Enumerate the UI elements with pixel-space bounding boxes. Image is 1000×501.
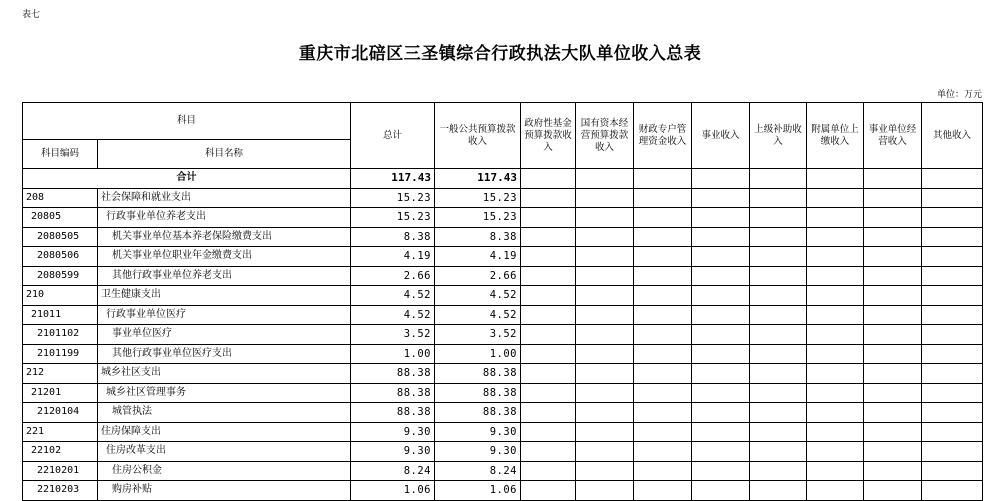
empty-cell [864, 344, 922, 364]
empty-cell [576, 208, 634, 228]
empty-cell [576, 247, 634, 267]
header-superior-subsidy: 上级补助收入 [750, 103, 807, 169]
empty-cell [864, 403, 922, 423]
subject-name: 城乡社区管理事务 [98, 383, 351, 403]
general-budget-value: 4.19 [435, 247, 521, 267]
total-value: 15.23 [351, 208, 435, 228]
empty-cell [634, 364, 692, 384]
empty-cell [576, 403, 634, 423]
summary-label: 合计 [23, 169, 351, 189]
empty-cell [521, 461, 576, 481]
empty-cell [750, 305, 807, 325]
total-value: 3.52 [351, 325, 435, 345]
subject-code: 2101102 [23, 325, 98, 345]
summary-empty-cell [692, 169, 750, 189]
empty-cell [692, 188, 750, 208]
header-operation: 事业单位经营收入 [864, 103, 922, 169]
table-row [23, 403, 983, 423]
empty-cell [750, 383, 807, 403]
empty-cell [692, 442, 750, 462]
table-row [23, 461, 983, 481]
empty-cell [922, 305, 983, 325]
table-row [23, 247, 983, 267]
subject-code: 20805 [23, 208, 98, 228]
header-special-fund: 财政专户管理资金收入 [634, 103, 692, 169]
empty-cell [521, 364, 576, 384]
header-name: 科目名称 [98, 140, 351, 169]
header-row-1 [23, 103, 983, 140]
table-number: 表七 [22, 10, 41, 20]
header-affiliated: 附属单位上缴收入 [807, 103, 864, 169]
empty-cell [521, 344, 576, 364]
subject-name: 社会保障和就业支出 [98, 188, 351, 208]
table-row [23, 481, 983, 501]
subject-code: 2080506 [23, 247, 98, 267]
general-budget-value: 4.52 [435, 305, 521, 325]
empty-cell [807, 286, 864, 306]
general-budget-value: 8.38 [435, 227, 521, 247]
empty-cell [922, 383, 983, 403]
empty-cell [807, 247, 864, 267]
empty-cell [521, 325, 576, 345]
empty-cell [750, 442, 807, 462]
empty-cell [521, 305, 576, 325]
general-budget-value: 1.00 [435, 344, 521, 364]
empty-cell [922, 286, 983, 306]
header-code: 科目编码 [23, 140, 98, 169]
empty-cell [864, 266, 922, 286]
empty-cell [521, 403, 576, 423]
total-value: 1.00 [351, 344, 435, 364]
empty-cell [922, 403, 983, 423]
empty-cell [634, 422, 692, 442]
header-fund: 政府性基金预算拨款收入 [521, 103, 576, 169]
total-value: 8.38 [351, 227, 435, 247]
empty-cell [807, 403, 864, 423]
empty-cell [692, 227, 750, 247]
table-row [23, 208, 983, 228]
general-budget-value: 88.38 [435, 364, 521, 384]
total-value: 4.52 [351, 286, 435, 306]
general-budget-value: 15.23 [435, 208, 521, 228]
empty-cell [634, 266, 692, 286]
empty-cell [576, 364, 634, 384]
empty-cell [521, 188, 576, 208]
summary-empty-cell [750, 169, 807, 189]
subject-name: 城管执法 [98, 403, 351, 423]
empty-cell [922, 266, 983, 286]
empty-cell [576, 383, 634, 403]
empty-cell [634, 403, 692, 423]
subject-name: 购房补贴 [98, 481, 351, 501]
table-row [23, 227, 983, 247]
empty-cell [922, 422, 983, 442]
empty-cell [807, 227, 864, 247]
empty-cell [807, 305, 864, 325]
page-title: 重庆市北碚区三圣镇综合行政执法大队单位收入总表 [298, 44, 702, 64]
empty-cell [576, 344, 634, 364]
empty-cell [864, 227, 922, 247]
empty-cell [922, 442, 983, 462]
summary-empty-cell [807, 169, 864, 189]
empty-cell [750, 422, 807, 442]
header-subject: 科目 [23, 103, 351, 140]
empty-cell [521, 227, 576, 247]
table-row [23, 344, 983, 364]
empty-cell [692, 305, 750, 325]
empty-cell [692, 364, 750, 384]
total-value: 1.06 [351, 481, 435, 501]
total-value: 9.30 [351, 422, 435, 442]
empty-cell [807, 364, 864, 384]
summary-total: 117.43 [351, 169, 435, 189]
table-row [23, 266, 983, 286]
subject-name: 其他行政事业单位医疗支出 [98, 344, 351, 364]
header-state-capital: 国有资本经营预算拨款收入 [576, 103, 634, 169]
empty-cell [864, 442, 922, 462]
subject-name: 机关事业单位职业年金缴费支出 [98, 247, 351, 267]
empty-cell [521, 442, 576, 462]
empty-cell [750, 227, 807, 247]
empty-cell [922, 481, 983, 501]
subject-name: 卫生健康支出 [98, 286, 351, 306]
empty-cell [692, 383, 750, 403]
empty-cell [634, 325, 692, 345]
empty-cell [807, 383, 864, 403]
table-row [23, 325, 983, 345]
total-value: 2.66 [351, 266, 435, 286]
total-value: 88.38 [351, 383, 435, 403]
empty-cell [750, 403, 807, 423]
empty-cell [634, 344, 692, 364]
empty-cell [864, 188, 922, 208]
subject-code: 221 [23, 422, 98, 442]
empty-cell [922, 344, 983, 364]
subject-code: 2210201 [23, 461, 98, 481]
summary-empty-cell [521, 169, 576, 189]
empty-cell [692, 461, 750, 481]
empty-cell [864, 305, 922, 325]
empty-cell [692, 403, 750, 423]
header-general-budget: 一般公共预算拨款收入 [435, 103, 521, 169]
subject-code: 208 [23, 188, 98, 208]
empty-cell [521, 208, 576, 228]
empty-cell [692, 286, 750, 306]
empty-cell [521, 266, 576, 286]
empty-cell [807, 481, 864, 501]
subject-code: 210 [23, 286, 98, 306]
table-row [23, 364, 983, 384]
empty-cell [692, 422, 750, 442]
empty-cell [864, 364, 922, 384]
summary-empty-cell [576, 169, 634, 189]
empty-cell [576, 227, 634, 247]
subject-code: 2120104 [23, 403, 98, 423]
empty-cell [576, 188, 634, 208]
table-row [23, 383, 983, 403]
general-budget-value: 88.38 [435, 403, 521, 423]
empty-cell [864, 208, 922, 228]
general-budget-value: 9.30 [435, 442, 521, 462]
empty-cell [750, 461, 807, 481]
empty-cell [864, 325, 922, 345]
total-value: 15.23 [351, 188, 435, 208]
general-budget-value: 9.30 [435, 422, 521, 442]
empty-cell [864, 422, 922, 442]
empty-cell [576, 305, 634, 325]
total-value: 88.38 [351, 403, 435, 423]
subject-name: 其他行政事业单位养老支出 [98, 266, 351, 286]
empty-cell [750, 208, 807, 228]
summary-general-budget: 117.43 [435, 169, 521, 189]
subject-name: 住房改革支出 [98, 442, 351, 462]
header-business: 事业收入 [692, 103, 750, 169]
empty-cell [634, 383, 692, 403]
summary-empty-cell [922, 169, 983, 189]
empty-cell [807, 325, 864, 345]
subject-code: 22102 [23, 442, 98, 462]
general-budget-value: 2.66 [435, 266, 521, 286]
empty-cell [521, 247, 576, 267]
empty-cell [750, 325, 807, 345]
empty-cell [692, 208, 750, 228]
table-row [23, 305, 983, 325]
empty-cell [634, 286, 692, 306]
empty-cell [692, 247, 750, 267]
empty-cell [922, 188, 983, 208]
empty-cell [634, 481, 692, 501]
empty-cell [634, 442, 692, 462]
empty-cell [692, 325, 750, 345]
empty-cell [922, 364, 983, 384]
subject-code: 212 [23, 364, 98, 384]
empty-cell [692, 344, 750, 364]
subject-name: 住房公积金 [98, 461, 351, 481]
empty-cell [634, 461, 692, 481]
subject-name: 机关事业单位基本养老保险缴费支出 [98, 227, 351, 247]
empty-cell [576, 266, 634, 286]
empty-cell [922, 325, 983, 345]
total-value: 4.19 [351, 247, 435, 267]
unit-label: 单位：万元 [936, 90, 982, 100]
empty-cell [634, 188, 692, 208]
empty-cell [807, 442, 864, 462]
header-other: 其他收入 [922, 103, 983, 169]
empty-cell [692, 481, 750, 501]
empty-cell [922, 227, 983, 247]
general-budget-value: 8.24 [435, 461, 521, 481]
subject-name: 行政事业单位医疗 [98, 305, 351, 325]
empty-cell [807, 422, 864, 442]
subject-name: 住房保障支出 [98, 422, 351, 442]
empty-cell [807, 188, 864, 208]
empty-cell [576, 325, 634, 345]
empty-cell [750, 481, 807, 501]
header-total: 总计 [351, 103, 435, 169]
total-value: 88.38 [351, 364, 435, 384]
subject-code: 2210203 [23, 481, 98, 501]
empty-cell [807, 344, 864, 364]
empty-cell [692, 266, 750, 286]
empty-cell [521, 286, 576, 306]
table-row [23, 422, 983, 442]
subject-code: 2080505 [23, 227, 98, 247]
empty-cell [576, 461, 634, 481]
general-budget-value: 15.23 [435, 188, 521, 208]
empty-cell [864, 481, 922, 501]
empty-cell [922, 208, 983, 228]
empty-cell [922, 461, 983, 481]
empty-cell [576, 481, 634, 501]
empty-cell [634, 227, 692, 247]
general-budget-value: 1.06 [435, 481, 521, 501]
table-row [23, 188, 983, 208]
total-value: 9.30 [351, 442, 435, 462]
empty-cell [922, 247, 983, 267]
empty-cell [576, 286, 634, 306]
subject-name: 事业单位医疗 [98, 325, 351, 345]
total-value: 4.52 [351, 305, 435, 325]
empty-cell [864, 383, 922, 403]
empty-cell [807, 266, 864, 286]
empty-cell [864, 461, 922, 481]
empty-cell [521, 383, 576, 403]
summary-empty-cell [634, 169, 692, 189]
subject-code: 21201 [23, 383, 98, 403]
empty-cell [576, 442, 634, 462]
empty-cell [750, 286, 807, 306]
summary-empty-cell [864, 169, 922, 189]
empty-cell [634, 208, 692, 228]
total-value: 8.24 [351, 461, 435, 481]
general-budget-value: 3.52 [435, 325, 521, 345]
income-summary-table [22, 102, 983, 501]
summary-row [23, 169, 983, 189]
general-budget-value: 88.38 [435, 383, 521, 403]
subject-name: 行政事业单位养老支出 [98, 208, 351, 228]
empty-cell [750, 364, 807, 384]
subject-code: 21011 [23, 305, 98, 325]
empty-cell [521, 481, 576, 501]
empty-cell [750, 266, 807, 286]
table-row [23, 286, 983, 306]
empty-cell [750, 188, 807, 208]
subject-name: 城乡社区支出 [98, 364, 351, 384]
empty-cell [807, 208, 864, 228]
general-budget-value: 4.52 [435, 286, 521, 306]
subject-code: 2101199 [23, 344, 98, 364]
empty-cell [750, 344, 807, 364]
empty-cell [807, 461, 864, 481]
empty-cell [576, 422, 634, 442]
empty-cell [634, 305, 692, 325]
table-row [23, 442, 983, 462]
empty-cell [864, 247, 922, 267]
subject-code: 2080599 [23, 266, 98, 286]
empty-cell [521, 422, 576, 442]
empty-cell [750, 247, 807, 267]
empty-cell [864, 286, 922, 306]
empty-cell [634, 247, 692, 267]
